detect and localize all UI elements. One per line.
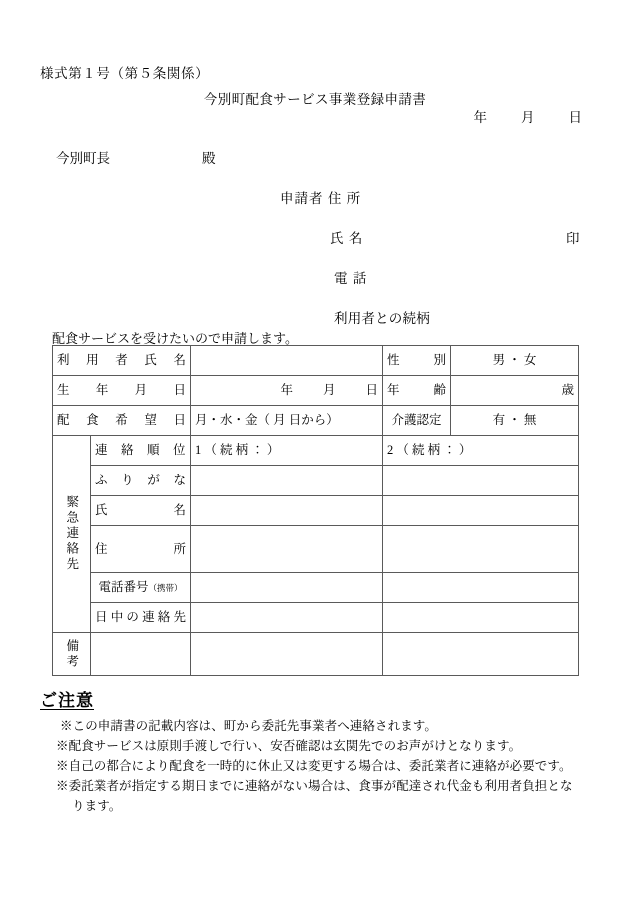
age-value[interactable]: 歳	[451, 376, 579, 406]
birthdate-value[interactable]	[191, 376, 383, 406]
furigana-value-1[interactable]	[191, 466, 383, 496]
table-row-contact-name	[53, 496, 579, 526]
table-row-furigana	[53, 466, 579, 496]
table-row-contact-phone	[53, 573, 579, 603]
notice-list	[56, 716, 616, 816]
notice-item: ※この申請書の記載内容は、町から委託先事業者へ連絡されます。	[60, 719, 438, 733]
remarks-label-text: 備考	[64, 638, 79, 670]
table-row-daytime-contact	[53, 603, 579, 633]
notice-item-continuation: ります。	[72, 799, 122, 813]
contact-phone-value-2[interactable]	[383, 573, 579, 603]
table-row-user-name	[53, 346, 579, 376]
notice-item	[56, 776, 616, 816]
form-number: 様式第１号（第５条関係）	[40, 66, 210, 81]
emergency-contact-label	[53, 436, 91, 633]
birthdate-label: 生年月日	[53, 376, 191, 406]
addressee-name: 今別町長	[56, 151, 110, 166]
notice-item: ※配食サービスは原則手渡しで行い、安否確認は玄関先でのお声がけとなります。	[56, 739, 522, 753]
contact-address-value-1[interactable]	[191, 526, 383, 573]
applicant-name-label: 氏 名	[330, 231, 364, 246]
table-row-birthdate	[53, 376, 579, 406]
contact-phone-label-sub: （携帯）	[148, 583, 183, 594]
birth-month-label: 月	[322, 383, 336, 398]
care-certification-label: 介護認定	[383, 406, 451, 436]
remarks-value-3[interactable]	[383, 633, 579, 676]
date-year-label: 年	[473, 110, 487, 125]
furigana-value-2[interactable]	[383, 466, 579, 496]
gender-label: 性別	[383, 346, 451, 376]
notice-item: ※自己の都合により配食を一時的に休止又は変更する場合は、委託業者に連絡が必要です。	[56, 759, 572, 773]
contact-name-value-1[interactable]	[191, 496, 383, 526]
date-day-label: 日	[568, 110, 582, 125]
application-table	[52, 345, 579, 676]
addressee	[56, 147, 216, 167]
intro-sentence: 配食サービスを受けたいので申請します。	[52, 331, 298, 346]
contact-1-value[interactable]: 1 （ 続 柄 ： ）	[191, 436, 383, 466]
document-title: 今別町配食サービス事業登録申請書	[203, 92, 427, 107]
contact-phone-value-1[interactable]	[191, 573, 383, 603]
birth-day-label: 日	[365, 383, 379, 398]
emergency-contact-label-text: 緊急連絡先	[64, 495, 79, 573]
table-row-contact-order	[53, 436, 579, 466]
date-line	[474, 106, 583, 126]
contact-phone-label	[91, 573, 191, 603]
care-certification-value[interactable]: 有 ・ 無	[451, 406, 579, 436]
age-label: 年齢	[383, 376, 451, 406]
delivery-days-label: 配食希望日	[53, 406, 191, 436]
remarks-value-2[interactable]	[191, 633, 383, 676]
table-row-delivery-days	[53, 406, 579, 436]
user-name-value[interactable]	[191, 346, 383, 376]
contact-2-value[interactable]: 2 （ 続 柄 ： ）	[383, 436, 579, 466]
contact-order-label: 連絡順位	[91, 436, 191, 466]
date-month-label: 月	[521, 110, 535, 125]
contact-address-label: 住所	[91, 526, 191, 573]
contact-phone-label-main: 電話番号	[98, 580, 149, 595]
notice-item-main: ※委託業者が指定する期日までに連絡がない場合は、食事が配達され代金も利用者負担とな	[56, 779, 573, 793]
user-name-label: 利用者氏名	[53, 346, 191, 376]
delivery-days-value[interactable]: 月・水・金（ 月 日から）	[191, 406, 383, 436]
remarks-label	[53, 633, 91, 676]
remarks-value-1[interactable]	[91, 633, 191, 676]
applicant-tel-label: 電 話	[334, 271, 368, 286]
gender-value[interactable]: 男 ・ 女	[451, 346, 579, 376]
table-row-contact-address	[53, 526, 579, 573]
birth-year-label: 年	[280, 383, 293, 398]
daytime-contact-value-1[interactable]	[191, 603, 383, 633]
daytime-contact-value-2[interactable]	[383, 603, 579, 633]
applicant-relation-label: 利用者との続柄	[334, 311, 430, 326]
contact-name-label: 氏名	[91, 496, 191, 526]
furigana-label: ふりがな	[91, 466, 191, 496]
daytime-contact-label: 日中の連絡先	[91, 603, 191, 633]
contact-address-value-2[interactable]	[383, 526, 579, 573]
applicant-seal-label: 印	[566, 231, 580, 246]
notice-title: ご注意	[40, 691, 94, 710]
table-row-remarks	[53, 633, 579, 676]
applicant-address-label: 申請者 住 所	[280, 191, 362, 206]
contact-name-value-2[interactable]	[383, 496, 579, 526]
addressee-honorific: 殿	[202, 151, 216, 166]
